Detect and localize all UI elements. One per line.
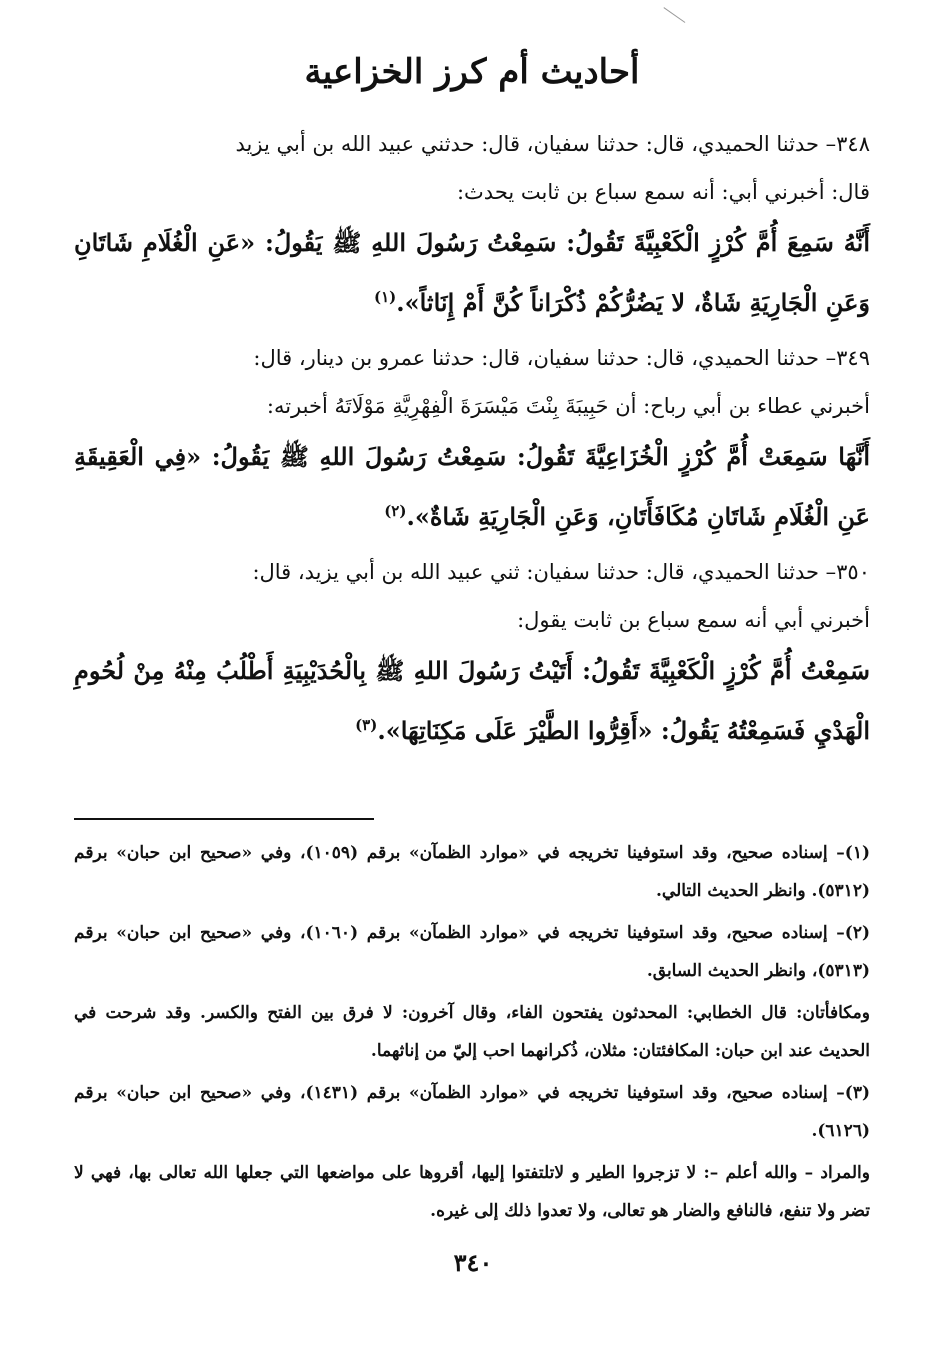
footnotes: [74, 834, 870, 1230]
footnote-3: (٣)– إسناده صحيح، وقد استوفينا تخريجه في «موارد الظمآن» برقم (١٤٣١)، وفي «صحيح ابن حبان» برقم (٦١٢٦).: [74, 1083, 870, 1141]
hadith-isnad: أخبرني أبي أنه سمع سباع بن ثابت يقول:: [517, 608, 870, 632]
hadith-348: [74, 120, 870, 330]
hadith-349: [74, 334, 870, 544]
page-number: ٣٤٠: [453, 1248, 493, 1277]
hadith-matn: [74, 644, 870, 758]
hadith-isnad: ٣٤٨– حدثنا الحميدي، قال: حدثنا سفيان، قال: حدثني عبيد الله بن أبي يزيد: [235, 132, 870, 156]
hadith-isnad: أخبرني عطاء بن أبي رباح: أن حَبِيبَةَ بِنْتَ مَيْسَرَةَ الْفِهْرِيَّةِ مَوْلَاتَهُ أخبرته:: [266, 394, 870, 418]
footnote-reference: (١): [373, 288, 397, 306]
scan-mark: [663, 0, 694, 23]
hadith-text: أَنَّهُ سَمِعَ أُمَّ كُرْزٍ الْكَعْبِيَّةَ تَقُولُ: سَمِعْتُ رَسُولَ اللهِ ﷺ يَقُولُ: «عَنِ الْغُلَامِ شَاتَانِ وَعَنِ الْجَارِيَةِ شَاةٌ، لا يَضُرُّكُمْ ذُكْرَاناً كُنَّ أَمْ إِنَاثاً».: [74, 228, 871, 317]
footnote-3-note: والمراد – والله أعلم –: لا تزجروا الطير و لاتلتفتوا إليها، أقروها على مواضعها التي جعلها الله تعالى بها، فهي لا تضر ولا تنفع، فالنافع والضار هو تعالى، ولا تعدوا ذلك إلى غيره.: [74, 1163, 870, 1221]
chapter-title: أحاديث أم كرز الخزاعية: [304, 52, 640, 92]
hadith-text: أَنَّهَا سَمِعَتْ أُمَّ كُرْزٍ الْخُزَاعِيَّةَ تَقُولُ: سَمِعْتُ رَسُولَ اللهِ ﷺ يَقُولُ: «فِي الْعَقِيقَةِ عَنِ الْغُلَامِ شَاتَانِ مُكَافَأَتَانِ، وَعَنِ الْجَارِيَةِ شَاةٌ».: [74, 442, 870, 531]
footnote-separator: [74, 818, 374, 820]
footnote-reference: (٢): [384, 502, 407, 520]
hadith-350: [74, 548, 870, 758]
footnote-2-note: ومكافأتان: قال الخطابي: المحدثون يفتحون الفاء، وقال آخرون: لا فرق بين الفتح والكسر. وقد شرحت في الحديث عند ابن حبان: المكافئتان: مثلان، ذُكرانهما احب إليّ من إناثهما.: [74, 1003, 870, 1061]
hadith-isnad: قال: أخبرني أبي: أنه سمع سباع بن ثابت يحدث:: [456, 180, 870, 204]
hadith-isnad: ٣٤٩– حدثنا الحميدي، قال: حدثنا سفيان، قال: حدثنا عمرو بن دينار، قال:: [253, 346, 870, 370]
footnote-separator-wrap: [74, 818, 870, 820]
hadith-matn: [74, 430, 870, 544]
footnote-1: (١)– إسناده صحيح، وقد استوفينا تخريجه في «موارد الظمآن» برقم (١٠٥٩)، وفي «صحيح ابن حبان» برقم (٥٣١٢). وانظر الحديث التالي.: [74, 843, 870, 901]
hadith-isnad: ٣٥٠– حدثنا الحميدي، قال: حدثنا سفيان: ثني عبيد الله بن أبي يزيد، قال:: [252, 560, 870, 584]
footnote-reference: (٣): [355, 716, 378, 734]
hadith-matn: [74, 216, 870, 330]
hadith-text: سَمِعْتُ أُمَّ كُرْزٍ الْكَعْبِيَّةَ تَقُولُ: أَتَيْتُ رَسُولَ اللهِ ﷺ بِالْحُدَيْبِيَةِ أَطْلُبُ مِنْهُ مِنْ لُحُومِ الْهَدْيِ فَسَمِعْتُهُ يَقُولُ: «أَقِرُّوا الطَّيْرَ عَلَى مَكِنَاتِهَا».: [74, 656, 870, 745]
footnote-2: (٢)– إسناده صحيح، وقد استوفينا تخريجه في «موارد الظمآن» برقم (١٠٦٠)، وفي «صحيح ابن حبان» برقم (٥٣١٣)، وانظر الحديث السابق.: [74, 923, 870, 981]
